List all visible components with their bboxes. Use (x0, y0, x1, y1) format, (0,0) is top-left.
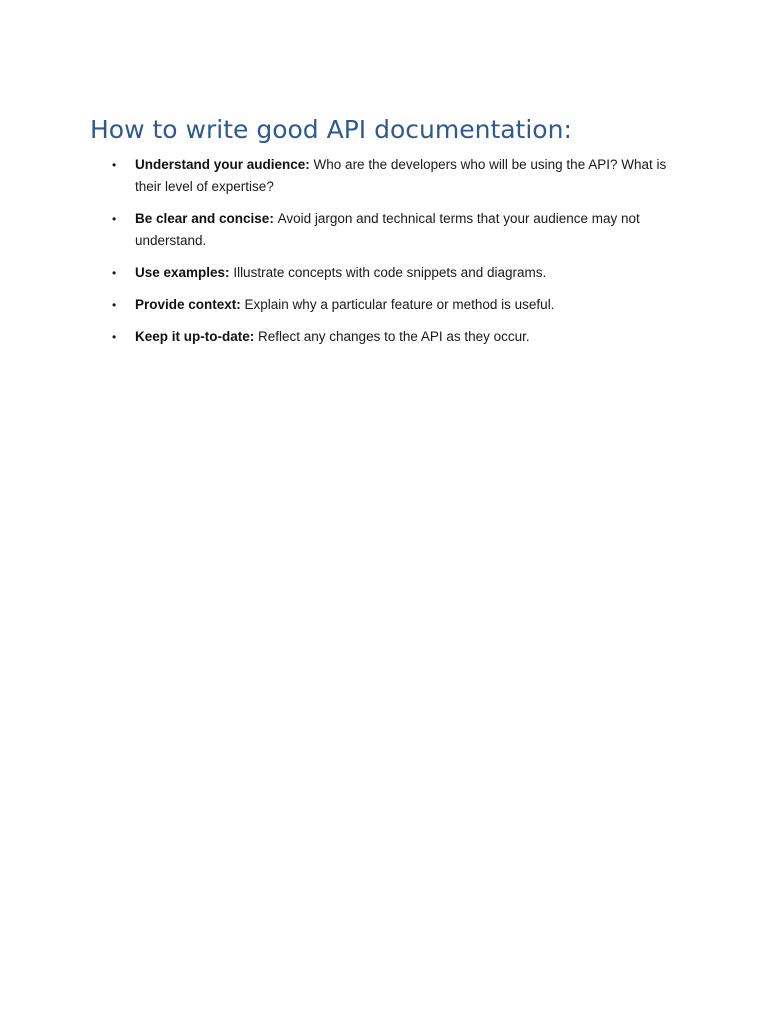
bullet-text: Explain why a particular feature or method is useful. (244, 297, 555, 312)
bullet-term: Use examples: (135, 265, 234, 280)
bullet-text: Avoid jargon and technical terms that your audience may not understand. (135, 211, 640, 248)
bullet-icon: • (112, 266, 117, 280)
bullet-term: Understand your audience: (135, 157, 314, 172)
bullet-text: Reflect any changes to the API as they occur. (258, 329, 530, 344)
list-item (0, 262, 768, 284)
list-item (0, 154, 768, 198)
bullet-term: Be clear and concise: (135, 211, 278, 226)
list-item (0, 294, 768, 316)
bullet-list (0, 154, 768, 358)
bullet-icon: • (112, 298, 117, 312)
list-item (0, 326, 768, 348)
bullet-text: Illustrate concepts with code snippets and diagrams. (233, 265, 547, 280)
bullet-text: Who are the developers who will be using the API? What is their level of expertise? (135, 157, 667, 194)
bullet-term: Keep it up-to-date: (135, 329, 258, 344)
list-item (0, 208, 768, 252)
bullet-icon: • (112, 212, 117, 226)
bullet-term: Provide context: (135, 297, 245, 312)
bullet-icon: • (112, 158, 117, 172)
bullet-icon: • (112, 330, 117, 344)
page-title: How to write good API documentation: (90, 115, 572, 144)
